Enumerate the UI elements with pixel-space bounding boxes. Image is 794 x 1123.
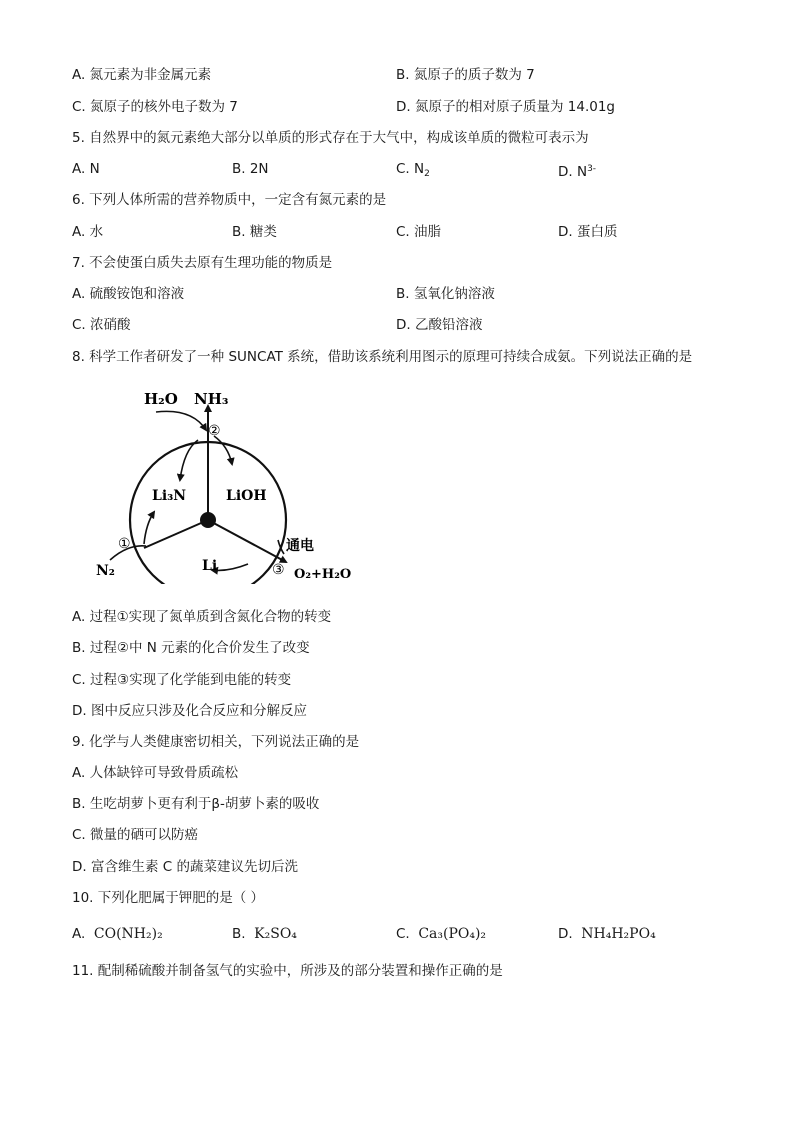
q6-option-a: A. 水 xyxy=(72,224,104,240)
q10-option-d-formula: NH₄H₂PO₄ xyxy=(581,926,656,942)
arrow-li-to-li3n xyxy=(144,512,154,544)
q8-option-d: D. 图中反应只涉及化合反应和分解反应 xyxy=(72,703,307,719)
q7-option-a: A. 硫酸铵饱和溶液 xyxy=(72,286,185,302)
q6-option-c: C. 油脂 xyxy=(396,224,442,240)
q5-option-c xyxy=(396,160,430,183)
q9-option-b: B. 生吃胡萝卜更有利于β-胡萝卜素的吸收 xyxy=(72,796,320,812)
q10-option-a-label: A. xyxy=(72,926,86,942)
q6-option-d: D. 蛋白质 xyxy=(558,224,618,240)
q10-option-b xyxy=(232,925,297,943)
q10-option-d xyxy=(558,925,656,943)
q7-option-c: C. 浓硝酸 xyxy=(72,317,131,333)
q7-option-b: B. 氢氧化钠溶液 xyxy=(396,286,495,302)
q9-stem: 9. 化学与人类健康密切相关，下列说法正确的是 xyxy=(72,734,360,750)
q10-option-b-label: B. xyxy=(232,926,246,942)
q10-option-c-label: C. xyxy=(396,926,410,942)
q10-stem: 10. 下列化肥属于钾肥的是（ ） xyxy=(72,890,265,906)
q10-option-c xyxy=(396,925,486,943)
q7-option-d: D. 乙酸铅溶液 xyxy=(396,317,483,333)
q4-option-c: C. 氮原子的核外电子数为 7 xyxy=(72,99,238,115)
q10-option-b-formula: K₂SO₄ xyxy=(254,926,297,942)
label-step2: ② xyxy=(208,423,221,439)
q4-option-d: D. 氮原子的相对原子质量为 14.01g xyxy=(396,99,615,115)
q8-option-b: B. 过程②中 N 元素的化合价发生了改变 xyxy=(72,640,310,656)
center-dot xyxy=(200,512,216,528)
q5-option-b: B. 2N xyxy=(232,161,269,177)
q11-stem: 11. 配制稀硫酸并制备氢气的实验中，所涉及的部分装置和操作正确的是 xyxy=(72,963,503,979)
label-nh3: NH₃ xyxy=(194,390,229,408)
label-step1: ① xyxy=(118,536,131,552)
arrow-h2o-in xyxy=(156,411,206,430)
q5-option-a: A. N xyxy=(72,161,100,177)
spoke-left xyxy=(144,520,208,548)
q7-stem: 7. 不会使蛋白质失去原有生理功能的物质是 xyxy=(72,255,333,271)
q10-option-c-formula: Ca₃(PO₄)₂ xyxy=(418,926,487,942)
q5-option-c-text: C. N xyxy=(396,161,425,177)
q6-stem: 6. 下列人体所需的营养物质中，一定含有氮元素的是 xyxy=(72,192,387,208)
label-step3: ③ xyxy=(272,562,285,578)
q5-option-d xyxy=(558,160,596,181)
q8-option-c: C. 过程③实现了化学能到电能的转变 xyxy=(72,672,292,688)
q10-option-d-label: D. xyxy=(558,926,573,942)
arrow-to-li xyxy=(212,564,248,570)
label-li3n: Li₃N xyxy=(152,488,187,504)
q10-option-a-formula: CO(NH₂)₂ xyxy=(93,926,163,942)
q5-option-d-superscript: 3- xyxy=(587,164,597,174)
q5-option-c-subscript: 2 xyxy=(424,169,430,179)
spoke-right xyxy=(208,520,286,562)
q9-option-a: A. 人体缺锌可导致骨质疏松 xyxy=(72,765,239,781)
q4-option-b: B. 氮原子的质子数为 7 xyxy=(396,67,535,83)
q9-option-d: D. 富含维生素 C 的蔬菜建议先切后洗 xyxy=(72,859,298,875)
label-lioh: LiOH xyxy=(226,488,267,504)
q8-stem: 8. 科学工作者研发了一种 SUNCAT 系统，借助该系统利用图示的原理可持续合成氨。下列说法正确的是 xyxy=(72,349,693,365)
suncat-cycle-diagram xyxy=(88,384,364,584)
q10-option-a xyxy=(72,925,163,943)
label-electrolysis: 通电 xyxy=(286,538,314,554)
q4-option-a: A. 氮元素为非金属元素 xyxy=(72,67,212,83)
q5-option-d-text: D. N xyxy=(558,164,588,180)
q9-option-c: C. 微量的硒可以防癌 xyxy=(72,827,199,843)
q5-stem: 5. 自然界中的氮元素绝大部分以单质的形式存在于大气中，构成该单质的微粒可表示为 xyxy=(72,130,589,146)
label-li: Li xyxy=(202,558,218,574)
q8-option-a: A. 过程①实现了氮单质到含氮化合物的转变 xyxy=(72,609,332,625)
label-h2o: H₂O xyxy=(144,390,178,408)
arrow-lioh-down xyxy=(214,436,232,464)
label-n2: N₂ xyxy=(96,563,115,579)
label-o2-h2o: O₂+H₂O xyxy=(294,567,352,582)
q6-option-b: B. 糖类 xyxy=(232,224,277,240)
